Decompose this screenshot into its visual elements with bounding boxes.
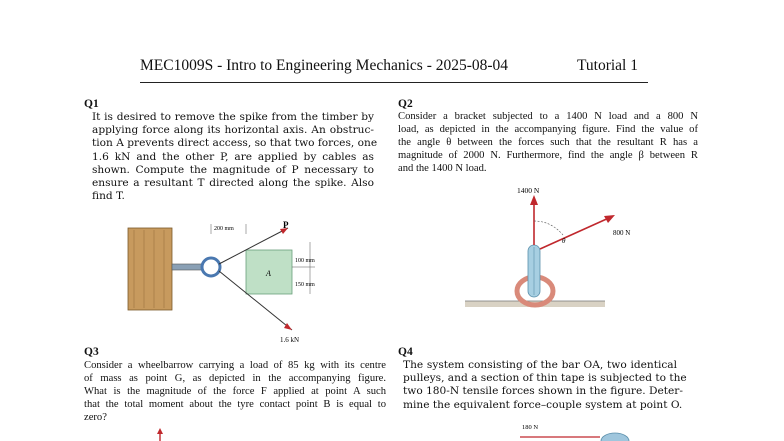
q2-line: load, as depicted in the accompanying figure. Find the value of — [398, 123, 698, 135]
angle-arc — [534, 221, 563, 235]
q2-label: Q2 — [398, 98, 413, 110]
dim-100mm: 100 mm — [295, 258, 315, 264]
load-800n-label: 800 N — [613, 229, 631, 237]
q1-figure — [120, 220, 340, 345]
q1-line: shown. Compute the magnitude of P necessary to — [92, 163, 374, 176]
dim-150mm: 150 mm — [295, 282, 315, 288]
timber-block — [128, 228, 172, 310]
q1-line: ensure a resultant T directed along the spike. Also — [92, 177, 374, 190]
q2-text — [398, 111, 698, 176]
angle-theta-label: θ — [562, 237, 566, 245]
q1-label: Q1 — [84, 98, 99, 110]
page-header — [140, 57, 648, 81]
q4-line: mine the equivalent force–couple system at point O. — [403, 398, 683, 411]
header-rule — [140, 82, 648, 83]
spike — [172, 264, 202, 270]
q2-figure — [455, 183, 675, 318]
q3-text — [84, 360, 386, 425]
spike-eye — [202, 258, 220, 276]
q4-figure-partial — [520, 420, 640, 441]
q2-line: Consider a bracket subjected to a 1400 N load and a 800 N — [398, 111, 698, 122]
force-180n-label: 180 N — [522, 424, 539, 431]
force-1.6kn-label: 1.6 kN — [280, 336, 300, 344]
load-1400n-label: 1400 N — [517, 186, 540, 195]
q3-figure-partial — [150, 428, 180, 441]
q3-label: Q3 — [84, 346, 99, 358]
q4-label: Q4 — [398, 346, 413, 358]
tutorial-label: Tutorial 1 — [576, 57, 638, 74]
q1-line: tion A prevents direct access, so that two forces, one — [92, 137, 378, 150]
q4-text — [403, 359, 687, 412]
q1-text — [92, 111, 378, 203]
q4-line: The system consisting of the bar OA, two identical — [403, 359, 677, 371]
q3-line: that the total moment about the tyre contact point B is equal to — [84, 398, 386, 410]
q3-line: Consider a wheelbarrow carrying a load of 85 kg with its centre — [84, 360, 386, 371]
q3-line: zero? — [84, 411, 107, 423]
q3-line: What is the magnitude of the force F applied at point A such — [84, 385, 386, 397]
q4-line: two 180-N tensile forces shown in the figure. Deter- — [403, 385, 683, 398]
force-800n — [540, 217, 611, 249]
q3-line: of mass as point G, as depicted in the accompanying figure. — [84, 372, 386, 384]
q1-line: applying force along its horizontal axis. An obstruc- — [92, 124, 374, 137]
q2-line: the angle θ between the forces such that the resultant R has a — [398, 136, 698, 148]
q4-line: pulleys, and a section of thin tape is subjected to the — [403, 372, 687, 385]
q1-line: 1.6 kN and the other P, are applied by cables as — [92, 150, 374, 163]
q2-line: magnitude of 2000 N. Furthermore, find the angle β between R — [398, 149, 698, 161]
pulley — [601, 433, 629, 441]
q1-line: find T. — [92, 190, 125, 203]
document-title: MEC1009S - Intro to Engineering Mechanics - 2025-08-04 — [140, 57, 509, 74]
force-p-label: P — [283, 220, 289, 230]
q1-line: It is desired to remove the spike from the timber by — [92, 111, 374, 123]
q2-line: and the 1400 N load. — [398, 162, 487, 174]
obstruction-label: A — [266, 269, 271, 278]
dim-200mm: 200 mm — [214, 226, 234, 232]
